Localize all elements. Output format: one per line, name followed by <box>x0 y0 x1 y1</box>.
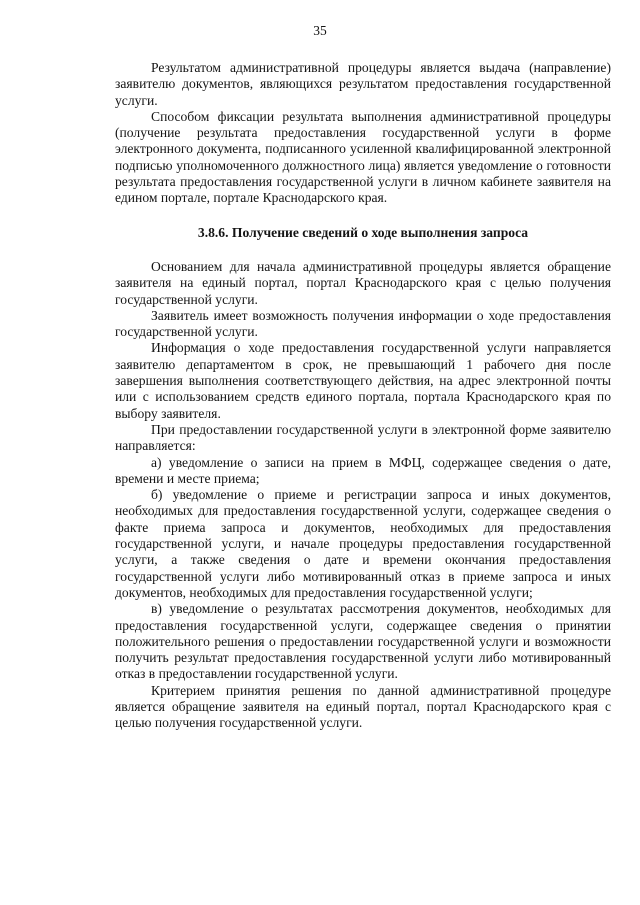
section-heading: 3.8.6. Получение сведений о ходе выполнения запроса <box>197 224 529 240</box>
list-item-a: а) уведомление о записи на прием в МФЦ, содержащее сведения о дате, времени и месте приема; <box>115 454 611 486</box>
page-number: 35 <box>313 23 327 38</box>
paragraph-result: Результатом административной процедуры является выдача (направление) заявителю документов, являющихся результатом предоставления государственной услуги. <box>115 60 611 108</box>
paragraph-applicant-info: Заявитель имеет возможность получения информации о ходе предоставления государственной услуги. <box>115 307 611 340</box>
paragraph-electronic-form: При предоставлении государственной услуги в электронной форме заявителю направляется: <box>115 421 611 454</box>
paragraph-basis: Основанием для начала административной процедуры является обращение заявителя на единый портал, портал Краснодарского края с целью получения государственной услуги. <box>115 258 611 307</box>
document-body <box>115 60 611 732</box>
paragraph-information-delivery: Информация о ходе предоставления государственной услуги направляется заявителю департаментом в срок, не превышающий 1 рабочего дня после завершения выполнения соответствующего действия, на адрес электронной почты или с использованием средств единого портала, портала Краснодарского края по выбору заявителя. <box>115 340 611 421</box>
paragraph-fixation-method: Способом фиксации результата выполнения административной процедуры (получение результата предоставления государственной услуги в форме электронного документа, подписанного усиленной квалифицированной электронной подписью уполномоченного должностного лица) является уведомление о готовности результата предоставления государственной услуги в личном кабинете заявителя на едином портале, портале Краснодарского края. <box>115 108 611 206</box>
list-item-c: в) уведомление о результатах рассмотрения документов, необходимых для предоставления государственной услуги, содержащее сведения о принятии положительного решения о предоставлении государственной услуги и возможности получить результат предоставления государственной услуги либо мотивированный отказ в предоставлении государственной услуги. <box>115 601 611 682</box>
list-item-b: б) уведомление о приеме и регистрации запроса и иных документов, необходимых для предоставления государственной услуги, содержащее сведения о факте приема запроса и документов, необходимых для предоставления государственной услуги, и начале процедуры предоставления государственной услуги, а также сведения о дате и времени окончания предоставления государственной услуги либо мотивированный отказ в приеме запроса и иных документов, необходимых для предоставления государственной услуги; <box>115 487 611 600</box>
paragraph-decision-criterion: Критерием принятия решения по данной административной процедуре является обращение заявителя на единый портал, портал Краснодарского края с целью получения государственной услуги. <box>115 682 611 731</box>
